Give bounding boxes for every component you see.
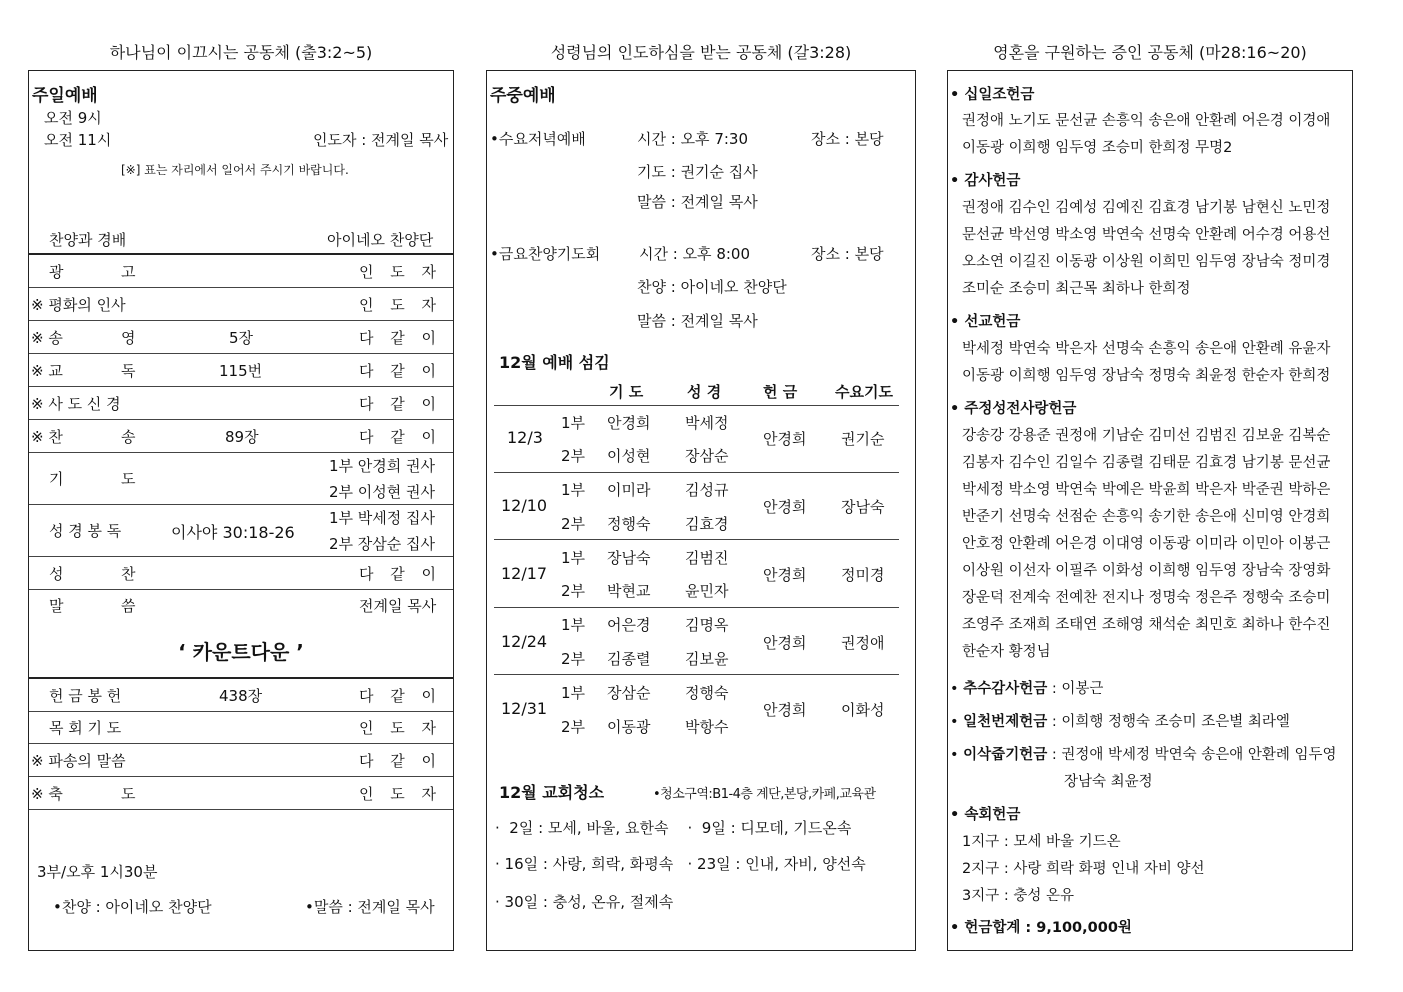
thanks-names: 조미순 조승미 최근목 최하나 한희정: [962, 281, 1191, 297]
order-item-label: 찬: [121, 565, 136, 583]
bullet: •: [950, 714, 959, 730]
bullet: •: [950, 401, 960, 417]
week-prayer-2: 이동광: [607, 718, 651, 736]
col-header-prayer: 기 도: [609, 383, 644, 401]
bullet: •: [950, 87, 960, 103]
week-date: 12/10: [501, 496, 548, 515]
thousand-offering: [950, 710, 1290, 731]
xmas-names: 장운덕 전계숙 전예찬 전지나 정명숙 정은주 정행숙 조승미: [962, 590, 1331, 606]
bullet: •: [950, 920, 960, 936]
part-label: 2부: [561, 447, 586, 465]
week-scripture-2: 박항수: [685, 718, 729, 736]
order-item-label: 도: [121, 470, 136, 488]
offering-total: [950, 916, 1132, 937]
part-label: 1부: [561, 481, 586, 499]
service-time-1: 오전 9시: [44, 109, 102, 127]
order-item-leader: 다 같 이: [359, 687, 443, 705]
left-column-title: 하나님이 이끄시는 공동체 (출3:2~5): [109, 43, 373, 62]
bullet: •: [950, 807, 960, 823]
xmas-names: 반준기 선명숙 선점순 손흥익 송기한 송은애 신미영 안경희: [962, 509, 1331, 525]
order-item-leader: 다 같 이: [359, 395, 443, 413]
order-item-label: 헌 금 봉 헌: [49, 687, 122, 705]
xmas-names: 이상원 이선자 이필주 이화성 이희행 임두영 장남숙 장영화: [962, 563, 1331, 579]
thanks-title: [950, 169, 1020, 190]
week-offering: 안경희: [763, 566, 807, 584]
bullet: •: [950, 173, 960, 189]
serve-title: 12월 예배 섬김: [499, 353, 610, 372]
cleaning-area: •청소구역:B1-4층 계단,본당,카페,교육관: [653, 787, 876, 802]
week-prayer-2: 이성현: [607, 447, 651, 465]
tithe-names: 권정애 노기도 문선균 손흥익 송은애 안환례 어은경 이경애: [962, 113, 1331, 129]
col-header-wednesday: 수요기도: [835, 383, 893, 401]
week-wednesday: 권기순: [841, 430, 885, 448]
order-item-leader: 다 같 이: [359, 565, 443, 583]
order-item-label: ※ 평화의 인사: [31, 296, 126, 314]
tithe-title-text: 십일조헌금: [964, 87, 1035, 103]
week-prayer-1: 장삼순: [607, 684, 651, 702]
friday-place: 장소 : 본당: [811, 245, 884, 263]
gleaning-offering: [950, 743, 1337, 764]
gleaning-label: 이삭줍기헌금: [963, 747, 1048, 763]
gleaning-value: : 권정애 박세정 박연숙 송은애 안환례 임두영: [1047, 747, 1337, 763]
order-item-label: 고: [121, 263, 136, 281]
bullet: •: [950, 681, 959, 697]
third-service-sermon: •말씀 : 전계일 목사: [305, 898, 435, 916]
middle-column-title: 성령님의 인도하심을 받는 공동체 (갈3:28): [550, 43, 852, 62]
week-prayer-2: 정행숙: [607, 515, 651, 533]
week-wednesday: 이화성: [841, 701, 885, 719]
mission-names: 박세정 박연숙 박은자 선명숙 손흥익 송은애 안환례 유윤자: [962, 341, 1331, 357]
group-offering: 1지구 : 모세 바울 기드온: [962, 834, 1121, 850]
group-title-text: 속회헌금: [964, 807, 1021, 823]
tithe-names: 이동광 이희행 임두영 조승미 한희정 무명2: [962, 140, 1233, 156]
week-offering: 안경희: [763, 634, 807, 652]
right-column-title: 영혼을 구원하는 증인 공동체 (마28:16~20): [993, 43, 1307, 62]
xmas-names: 박세정 박소영 박연숙 박예은 박윤희 박은자 박준권 박하은: [962, 482, 1331, 498]
bullet: •: [950, 747, 959, 763]
order-item-leader: 인 도 자: [359, 263, 443, 281]
thousand-label: 일천번제헌금: [963, 714, 1048, 730]
order-item-detail: 5장: [229, 329, 254, 347]
wednesday-prayer: 기도 : 권기순 집사: [637, 163, 758, 181]
thanks-title-text: 감사헌금: [964, 173, 1021, 189]
reader-2: 2부 장삼순 집사: [329, 535, 436, 553]
order-item-leader: 인 도 자: [359, 785, 443, 803]
xmas-title-text: 주정성전사랑헌금: [964, 401, 1077, 417]
part-label: 2부: [561, 718, 586, 736]
order-item-leader: 다 같 이: [359, 362, 443, 380]
weekday-heading: 주중예배: [490, 86, 556, 106]
wednesday-label: •수요저녁예배: [490, 130, 586, 148]
order-item-label: 광: [49, 263, 80, 281]
third-service-praise: •찬양 : 아이네오 찬양단: [53, 898, 212, 916]
sunday-service-heading: 주일예배: [32, 86, 98, 106]
sermon-preacher: 전계일 목사: [359, 597, 437, 615]
week-prayer-1: 장남숙: [607, 549, 651, 567]
group-offering: 3지구 : 충성 온유: [962, 888, 1074, 904]
prayer-leader-2: 2부 이성현 권사: [329, 483, 436, 501]
order-item-detail: 438장: [219, 687, 263, 705]
week-prayer-1: 어은경: [607, 616, 651, 634]
week-scripture-2: 장삼순: [685, 447, 729, 465]
gleaning-value-2: 장남숙 최윤정: [1064, 774, 1153, 790]
standing-notice: [※] 표는 자리에서 일어서 주시기 바랍니다.: [121, 163, 349, 177]
friday-time: 시간 : 오후 8:00: [639, 245, 751, 263]
praise-label: 찬양과 경배: [49, 231, 127, 249]
part-label: 1부: [561, 616, 586, 634]
week-date: 12/3: [507, 428, 543, 447]
weekday-service-panel: [486, 70, 916, 951]
thanks-names: 문선균 박선영 박소영 박연숙 선명숙 안환례 어수경 어용선: [962, 227, 1331, 243]
week-prayer-1: 안경희: [607, 414, 651, 432]
week-scripture-1: 정행숙: [685, 684, 729, 702]
col-header-scripture: 성 경: [687, 383, 722, 401]
order-item-label: ※ 송: [31, 329, 63, 347]
sunday-service-panel: [28, 70, 454, 951]
order-item-label: 도: [121, 785, 136, 803]
xmas-names: 한순자 황정님: [962, 644, 1051, 660]
friday-label: •금요찬양기도회: [490, 245, 601, 263]
order-item-label: 영: [121, 329, 136, 347]
wednesday-place: 장소 : 본당: [811, 130, 884, 148]
tithe-title: [950, 83, 1034, 104]
week-offering: 안경희: [763, 498, 807, 516]
harvest-offering: [950, 677, 1103, 698]
order-item-leader: 인 도 자: [359, 719, 443, 737]
order-item-detail: 89장: [225, 428, 259, 446]
col-header-offering: 헌 금: [763, 383, 798, 401]
order-item-label: 기: [49, 470, 64, 488]
week-prayer-2: 박현교: [607, 582, 651, 600]
week-wednesday: 권정애: [841, 634, 885, 652]
friday-sermon: 말씀 : 전계일 목사: [637, 312, 758, 330]
friday-praise: 찬양 : 아이네오 찬양단: [637, 278, 787, 296]
week-date: 12/24: [501, 632, 548, 651]
wednesday-sermon: 말씀 : 전계일 목사: [637, 193, 758, 211]
harvest-value: : 이봉근: [1047, 681, 1104, 697]
cleaning-title: 12월 교회청소: [499, 783, 605, 802]
week-scripture-1: 박세정: [685, 414, 729, 432]
offering-panel: [947, 70, 1353, 951]
thanks-names: 오소연 이길진 이동광 이상원 이희민 임두영 장남숙 정미경: [962, 254, 1331, 270]
week-scripture-1: 김성규: [685, 481, 729, 499]
week-wednesday: 정미경: [841, 566, 885, 584]
week-wednesday: 장남숙: [841, 498, 885, 516]
week-date: 12/17: [501, 564, 548, 583]
cleaning-row: · 2일 : 모세, 바울, 요한속 · 9일 : 디모데, 기드온속: [495, 819, 852, 837]
group-title: [950, 803, 1020, 824]
week-scripture-2: 윤민자: [685, 582, 729, 600]
order-item-detail: 115번: [219, 362, 263, 380]
mission-title-text: 선교헌금: [964, 314, 1021, 330]
service-time-2: 오전 11시: [44, 131, 112, 149]
order-item-leader: 인 도 자: [359, 296, 443, 314]
week-scripture-2: 김효경: [685, 515, 729, 533]
order-item-label: 씀: [121, 597, 136, 615]
part-label: 1부: [561, 549, 586, 567]
order-item-label: ※ 교: [31, 362, 63, 380]
xmas-names: 김봉자 김수인 김일수 김종렬 김태문 김효경 남기봉 문선균: [962, 455, 1331, 471]
order-item-label: 성: [49, 565, 64, 583]
order-item-leader: 다 같 이: [359, 752, 443, 770]
week-scripture-2: 김보윤: [685, 650, 729, 668]
offering-total-text: 헌금합계 : 9,100,000원: [964, 920, 1132, 936]
order-item-leader: 다 같 이: [359, 428, 443, 446]
part-label: 1부: [561, 414, 586, 432]
group-offering: 2지구 : 사랑 희락 화평 인내 자비 양선: [962, 861, 1205, 877]
thousand-value: : 이희행 정행숙 조승미 조은별 최라엘: [1047, 714, 1290, 730]
bullet: •: [950, 314, 960, 330]
xmas-names: 조영주 조재희 조태연 조해영 채석순 최민호 최하나 한수진: [962, 617, 1331, 633]
order-item-label: ※ 사 도 신 경: [31, 395, 121, 413]
xmas-title: [950, 397, 1076, 418]
harvest-label: 추수감사헌금: [963, 681, 1048, 697]
third-service-time: 3부/오후 1시30분: [37, 863, 158, 881]
week-date: 12/31: [501, 699, 548, 718]
order-item-label: ※ 파송의 말씀: [31, 752, 126, 770]
part-label: 2부: [561, 582, 586, 600]
order-item-label: 송: [121, 428, 136, 446]
service-leader: 인도자 : 전계일 목사: [313, 131, 449, 149]
prayer-leader-1: 1부 안경희 권사: [329, 457, 436, 475]
order-item-label: 목 회 기 도: [49, 719, 122, 737]
order-item-label: 성 경 봉 독: [49, 522, 122, 540]
week-scripture-1: 김범진: [685, 549, 729, 567]
week-offering: 안경희: [763, 430, 807, 448]
reader-1: 1부 박세정 집사: [329, 509, 436, 527]
mission-names: 이동광 이희행 임두영 장남숙 정명숙 최윤정 한순자 한희정: [962, 368, 1331, 384]
thanks-names: 권정애 김수인 김예성 김예진 김효경 남기봉 남현신 노민정: [962, 200, 1331, 216]
order-item-leader: 다 같 이: [359, 329, 443, 347]
mission-title: [950, 310, 1020, 331]
order-item-label: 독: [121, 362, 136, 380]
part-label: 1부: [561, 684, 586, 702]
order-item-label: 말: [49, 597, 64, 615]
xmas-names: 안호정 안환례 어은경 이대영 이동광 이미라 이민아 이봉근: [962, 536, 1331, 552]
cleaning-row: · 30일 : 충성, 온유, 절제속: [495, 893, 674, 911]
sermon-title: ‘ 카운트다운 ’: [178, 640, 304, 664]
week-prayer-2: 김종렬: [607, 650, 651, 668]
part-label: 2부: [561, 515, 586, 533]
praise-team: 아이네오 찬양단: [327, 231, 434, 249]
week-offering: 안경희: [763, 701, 807, 719]
week-scripture-1: 김명옥: [685, 616, 729, 634]
wednesday-time: 시간 : 오후 7:30: [637, 130, 749, 148]
xmas-names: 강송강 강용준 권정애 기남순 김미선 김범진 김보윤 김복순: [962, 428, 1331, 444]
order-item-label: ※ 찬: [31, 428, 63, 446]
cleaning-row: · 16일 : 사랑, 희락, 화평속 · 23일 : 인내, 자비, 양선속: [495, 855, 866, 873]
order-item-label: ※ 축: [31, 785, 63, 803]
week-prayer-1: 이미라: [607, 481, 651, 499]
part-label: 2부: [561, 650, 586, 668]
reading-passage: 이사야 30:18-26: [171, 523, 295, 542]
